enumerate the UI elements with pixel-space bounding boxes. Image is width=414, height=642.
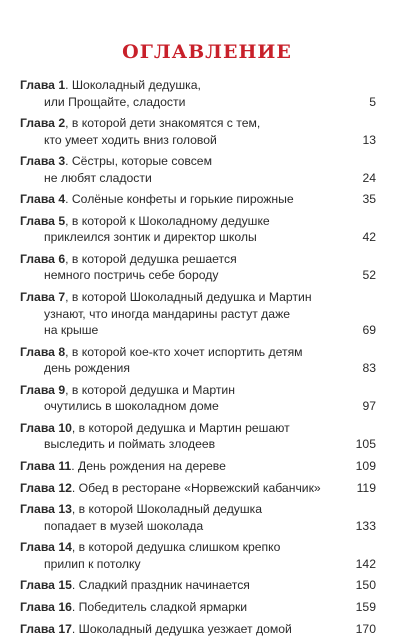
toc-entry-line — [20, 577, 376, 594]
toc-entry-line — [20, 539, 376, 556]
toc-entry — [20, 115, 376, 148]
chapter-title-text: , в которой Шоколадный дедушка — [71, 502, 263, 517]
chapter-number: Глава 2 — [20, 116, 66, 131]
chapter-title-text: , в которой Шоколадный дедушка и Мартин — [65, 290, 312, 305]
chapter-title-text: попадает в музей шоколада — [44, 518, 204, 533]
toc-entry-line — [20, 501, 376, 518]
page-number: 52 — [362, 268, 376, 283]
chapter-title-text: , в которой дедушка и Мартин решают — [71, 420, 290, 435]
page-number: 133 — [355, 518, 376, 533]
chapter-title-text: , в которой дедушка слишком крепко — [71, 540, 281, 555]
toc-entry-line — [20, 420, 376, 437]
chapter-title-text: . Обед в ресторане «Норвежский кабанчик» — [71, 480, 321, 495]
toc-entry — [20, 599, 376, 616]
page-number: 170 — [355, 621, 376, 636]
toc-entry-line — [20, 153, 376, 170]
toc-entry — [20, 153, 376, 186]
toc-entry-line — [20, 360, 376, 377]
page-number: 142 — [355, 556, 376, 571]
toc-entry — [20, 577, 376, 594]
chapter-title-text: выследить и поймать злодеев — [44, 437, 216, 452]
page-number: 105 — [355, 437, 376, 452]
chapter-number: Глава 14 — [20, 540, 72, 555]
chapter-title-text: день рождения — [44, 361, 130, 376]
chapter-number: Глава 3 — [20, 154, 66, 169]
chapter-number: Глава 17 — [20, 621, 72, 636]
toc-entry-line — [20, 132, 376, 149]
chapter-title-text: очутились в шоколадном доме — [44, 399, 219, 414]
toc-entry-line — [20, 267, 376, 284]
toc-entry-line — [20, 94, 376, 111]
page-title: оглавление — [122, 34, 292, 65]
toc-entry — [20, 289, 376, 339]
page-number: 119 — [356, 480, 376, 495]
chapter-title-text: , в которой к Шоколадному дедушке — [65, 213, 270, 228]
page-number: 13 — [362, 132, 376, 147]
toc-entry — [20, 344, 376, 377]
chapter-number: Глава 10 — [20, 420, 72, 435]
toc-entry-line — [20, 621, 376, 638]
page-number: 69 — [362, 323, 376, 338]
toc-entry-line — [20, 170, 376, 187]
toc-entry-line — [20, 344, 376, 361]
toc-entry — [20, 77, 376, 110]
chapter-title-text: . Сладкий праздник начинается — [71, 578, 250, 593]
chapter-title-text: , в которой дедушка и Мартин — [65, 382, 235, 397]
toc-entry — [20, 251, 376, 284]
chapter-number: Глава 1 — [20, 78, 66, 92]
toc-entry-line — [20, 306, 376, 323]
toc-entry-line — [20, 213, 376, 230]
chapter-title-text: приклеился зонтик и директор школы — [44, 230, 257, 245]
chapter-title-text: узнают, что иногда мандарины растут даже — [44, 306, 291, 321]
toc-entry-line — [20, 251, 376, 268]
toc-entry-line — [20, 518, 376, 535]
toc-entry-line — [20, 599, 376, 616]
chapter-number: Глава 6 — [20, 251, 66, 266]
toc-entry-line — [20, 556, 376, 573]
chapter-title-text: или Прощайте, сладости — [44, 94, 186, 109]
page-number: 109 — [355, 458, 376, 473]
chapter-number: Глава 8 — [20, 344, 66, 359]
chapter-title-text: . Солёные конфеты и горькие пирожные — [65, 192, 294, 207]
chapter-title-text: . Сёстры, которые совсем — [65, 154, 212, 169]
toc-entry-line — [20, 398, 376, 415]
chapter-title-text: кто умеет ходить вниз головой — [44, 132, 217, 147]
toc-entry-line — [20, 229, 376, 246]
toc-entry — [20, 420, 376, 453]
page-number: 159 — [355, 599, 376, 614]
toc-entry — [20, 191, 376, 208]
toc-entry — [20, 480, 376, 497]
toc-entry-line — [20, 191, 376, 208]
chapter-number: Глава 9 — [20, 382, 66, 397]
toc-entry-line — [20, 436, 376, 453]
toc-entry-line — [20, 77, 376, 94]
chapter-title-text: , в которой кое-кто хочет испортить детям — [65, 344, 303, 359]
toc-entry-line — [20, 115, 376, 132]
toc-entry-line — [20, 480, 376, 497]
toc-entry-line — [20, 382, 376, 399]
toc-entry-line — [20, 289, 376, 306]
chapter-title-text: . День рождения на дереве — [71, 458, 226, 473]
chapter-number: Глава 4 — [20, 192, 66, 207]
chapter-number: Глава 5 — [20, 213, 66, 228]
page-number: 83 — [362, 361, 376, 376]
chapter-title-text: . Шоколадный дедушка уезжает домой — [71, 621, 292, 636]
chapter-title-text: . Шоколадный дедушка, — [65, 78, 201, 92]
toc-entry — [20, 213, 376, 246]
chapter-number: Глава 13 — [20, 502, 72, 517]
toc-entry — [20, 539, 376, 572]
toc-entry — [20, 382, 376, 415]
page-number: 5 — [369, 94, 376, 109]
chapter-title-text: немного постричь себе бороду — [44, 268, 219, 283]
chapter-title-text: на крыше — [44, 323, 99, 338]
chapter-number: Глава 7 — [20, 290, 66, 305]
chapter-title-text: . Победитель сладкой ярмарки — [71, 599, 248, 614]
chapter-number: Глава 11 — [20, 458, 72, 473]
table-of-contents — [20, 77, 376, 642]
toc-entry-line — [20, 322, 376, 339]
page-number: 97 — [362, 399, 376, 414]
page-number: 150 — [355, 578, 376, 593]
chapter-number: Глава 12 — [20, 480, 72, 495]
page-number: 35 — [362, 192, 376, 207]
page-number: 42 — [362, 230, 376, 245]
chapter-title-text: , в которой дедушка решается — [65, 251, 237, 266]
chapter-number: Глава 16 — [20, 599, 72, 614]
chapter-title-text: , в которой дети знакомятся с тем, — [65, 116, 261, 131]
toc-entry-line — [20, 458, 376, 475]
chapter-number: Глава 15 — [20, 578, 72, 593]
toc-entry — [20, 458, 376, 475]
toc-entry — [20, 501, 376, 534]
chapter-title-text: прилип к потолку — [44, 556, 141, 571]
chapter-title-text: не любят сладости — [44, 170, 152, 185]
page-number: 24 — [362, 170, 376, 185]
toc-entry — [20, 621, 376, 638]
